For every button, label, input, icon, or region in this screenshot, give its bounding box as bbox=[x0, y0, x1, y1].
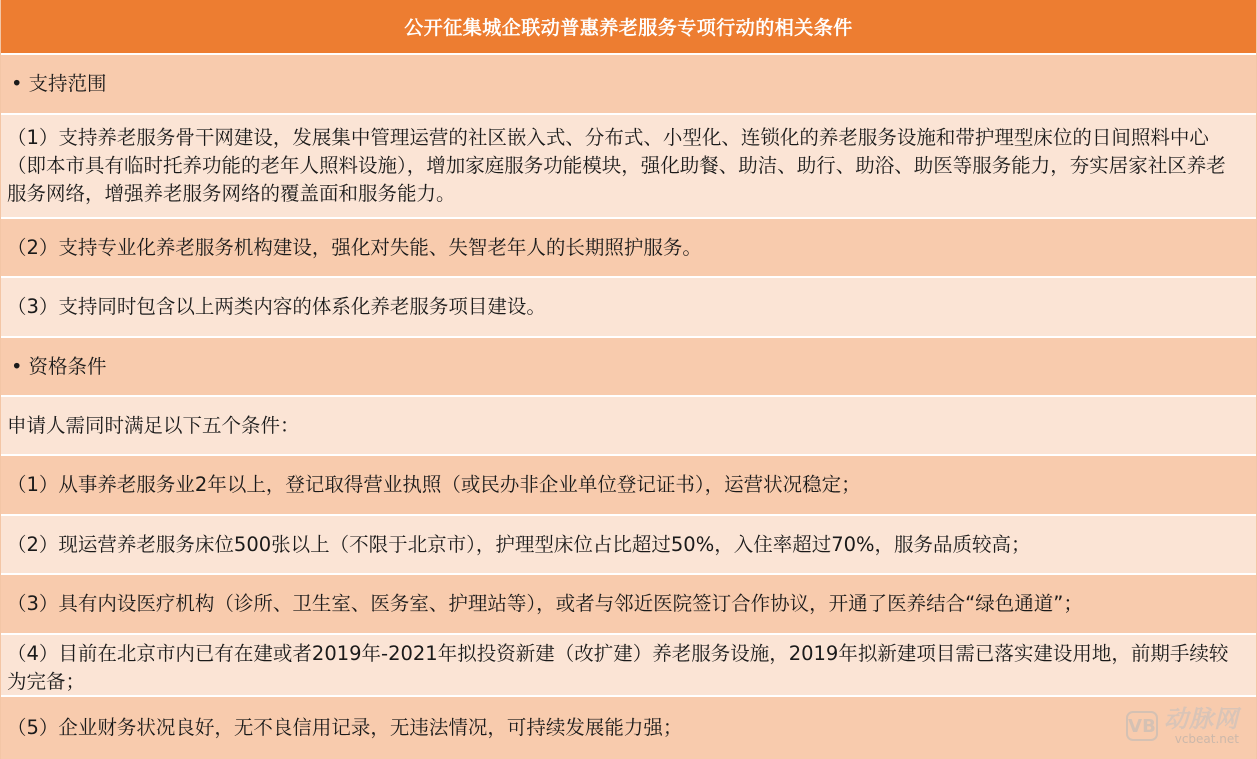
table-header bbox=[1, 0, 1256, 55]
watermark-name: 动脉网 bbox=[1164, 705, 1239, 733]
row-text: （4）目前在北京市内已有在建或者2019年-2021年拟投资新建（改扩建）养老服务设施，2019年拟新建项目需已落实建设用地，前期手续较为完备； bbox=[7, 642, 1229, 693]
row-text: （5）企业财务状况良好，无不良信用记录，无违法情况，可持续发展能力强； bbox=[7, 716, 683, 739]
section-row-qualification bbox=[1, 338, 1256, 397]
table-row bbox=[1, 516, 1256, 575]
row-text: （3）支持同时包含以上两类内容的体系化养老服务项目建设。 bbox=[7, 295, 546, 318]
watermark-url: vcbeat.net bbox=[1174, 732, 1239, 746]
vb-logo-icon: VB bbox=[1126, 711, 1158, 741]
table-row bbox=[1, 278, 1256, 338]
row-text: （1）支持养老服务骨干网建设，发展集中管理运营的社区嵌入式、分布式、小型化、连锁化的养老服务设施和带护理型床位的日间照料中心（即本市具有临时托养功能的老年人照料设施），增加家庭服务功能模块，强化助餐、助洁、助行、助浴、助医等服务能力，夯实居家社区养老服务网络，增强养老服务网络的覆盖面和服务能力。 bbox=[7, 126, 1226, 205]
row-text: （2）现运营养老服务床位500张以上（不限于北京市），护理型床位占比超过50%，入住率超过70%，服务品质较高； bbox=[7, 532, 1031, 556]
table-row bbox=[1, 397, 1256, 456]
row-text: 申请人需同时满足以下五个条件： bbox=[7, 413, 300, 437]
table-row bbox=[1, 635, 1256, 697]
row-text: （3）具有内设医疗机构（诊所、卫生室、医务室、护理站等），或者与邻近医院签订合作协议，开通了医养结合“绿色通道”； bbox=[7, 592, 1083, 615]
row-text: （2）支持专业化养老服务机构建设，强化对失能、失智老年人的长期照护服务。 bbox=[7, 235, 702, 259]
watermark bbox=[1126, 707, 1239, 745]
section-heading-qualification: • 资格条件 bbox=[7, 353, 107, 381]
table-title: 公开征集城企联动普惠养老服务专项行动的相关条件 bbox=[404, 17, 853, 39]
watermark-text bbox=[1164, 707, 1239, 745]
table-row bbox=[1, 456, 1256, 516]
section-heading-scope: • 支持范围 bbox=[7, 70, 107, 98]
section-row-scope bbox=[1, 55, 1256, 115]
table-row bbox=[1, 575, 1256, 635]
table-row bbox=[1, 697, 1256, 759]
table-row bbox=[1, 115, 1256, 219]
table-row bbox=[1, 219, 1256, 278]
row-text: （1）从事养老服务业2年以上，登记取得营业执照（或民办非企业单位登记证书），运营状况稳定； bbox=[7, 473, 861, 496]
